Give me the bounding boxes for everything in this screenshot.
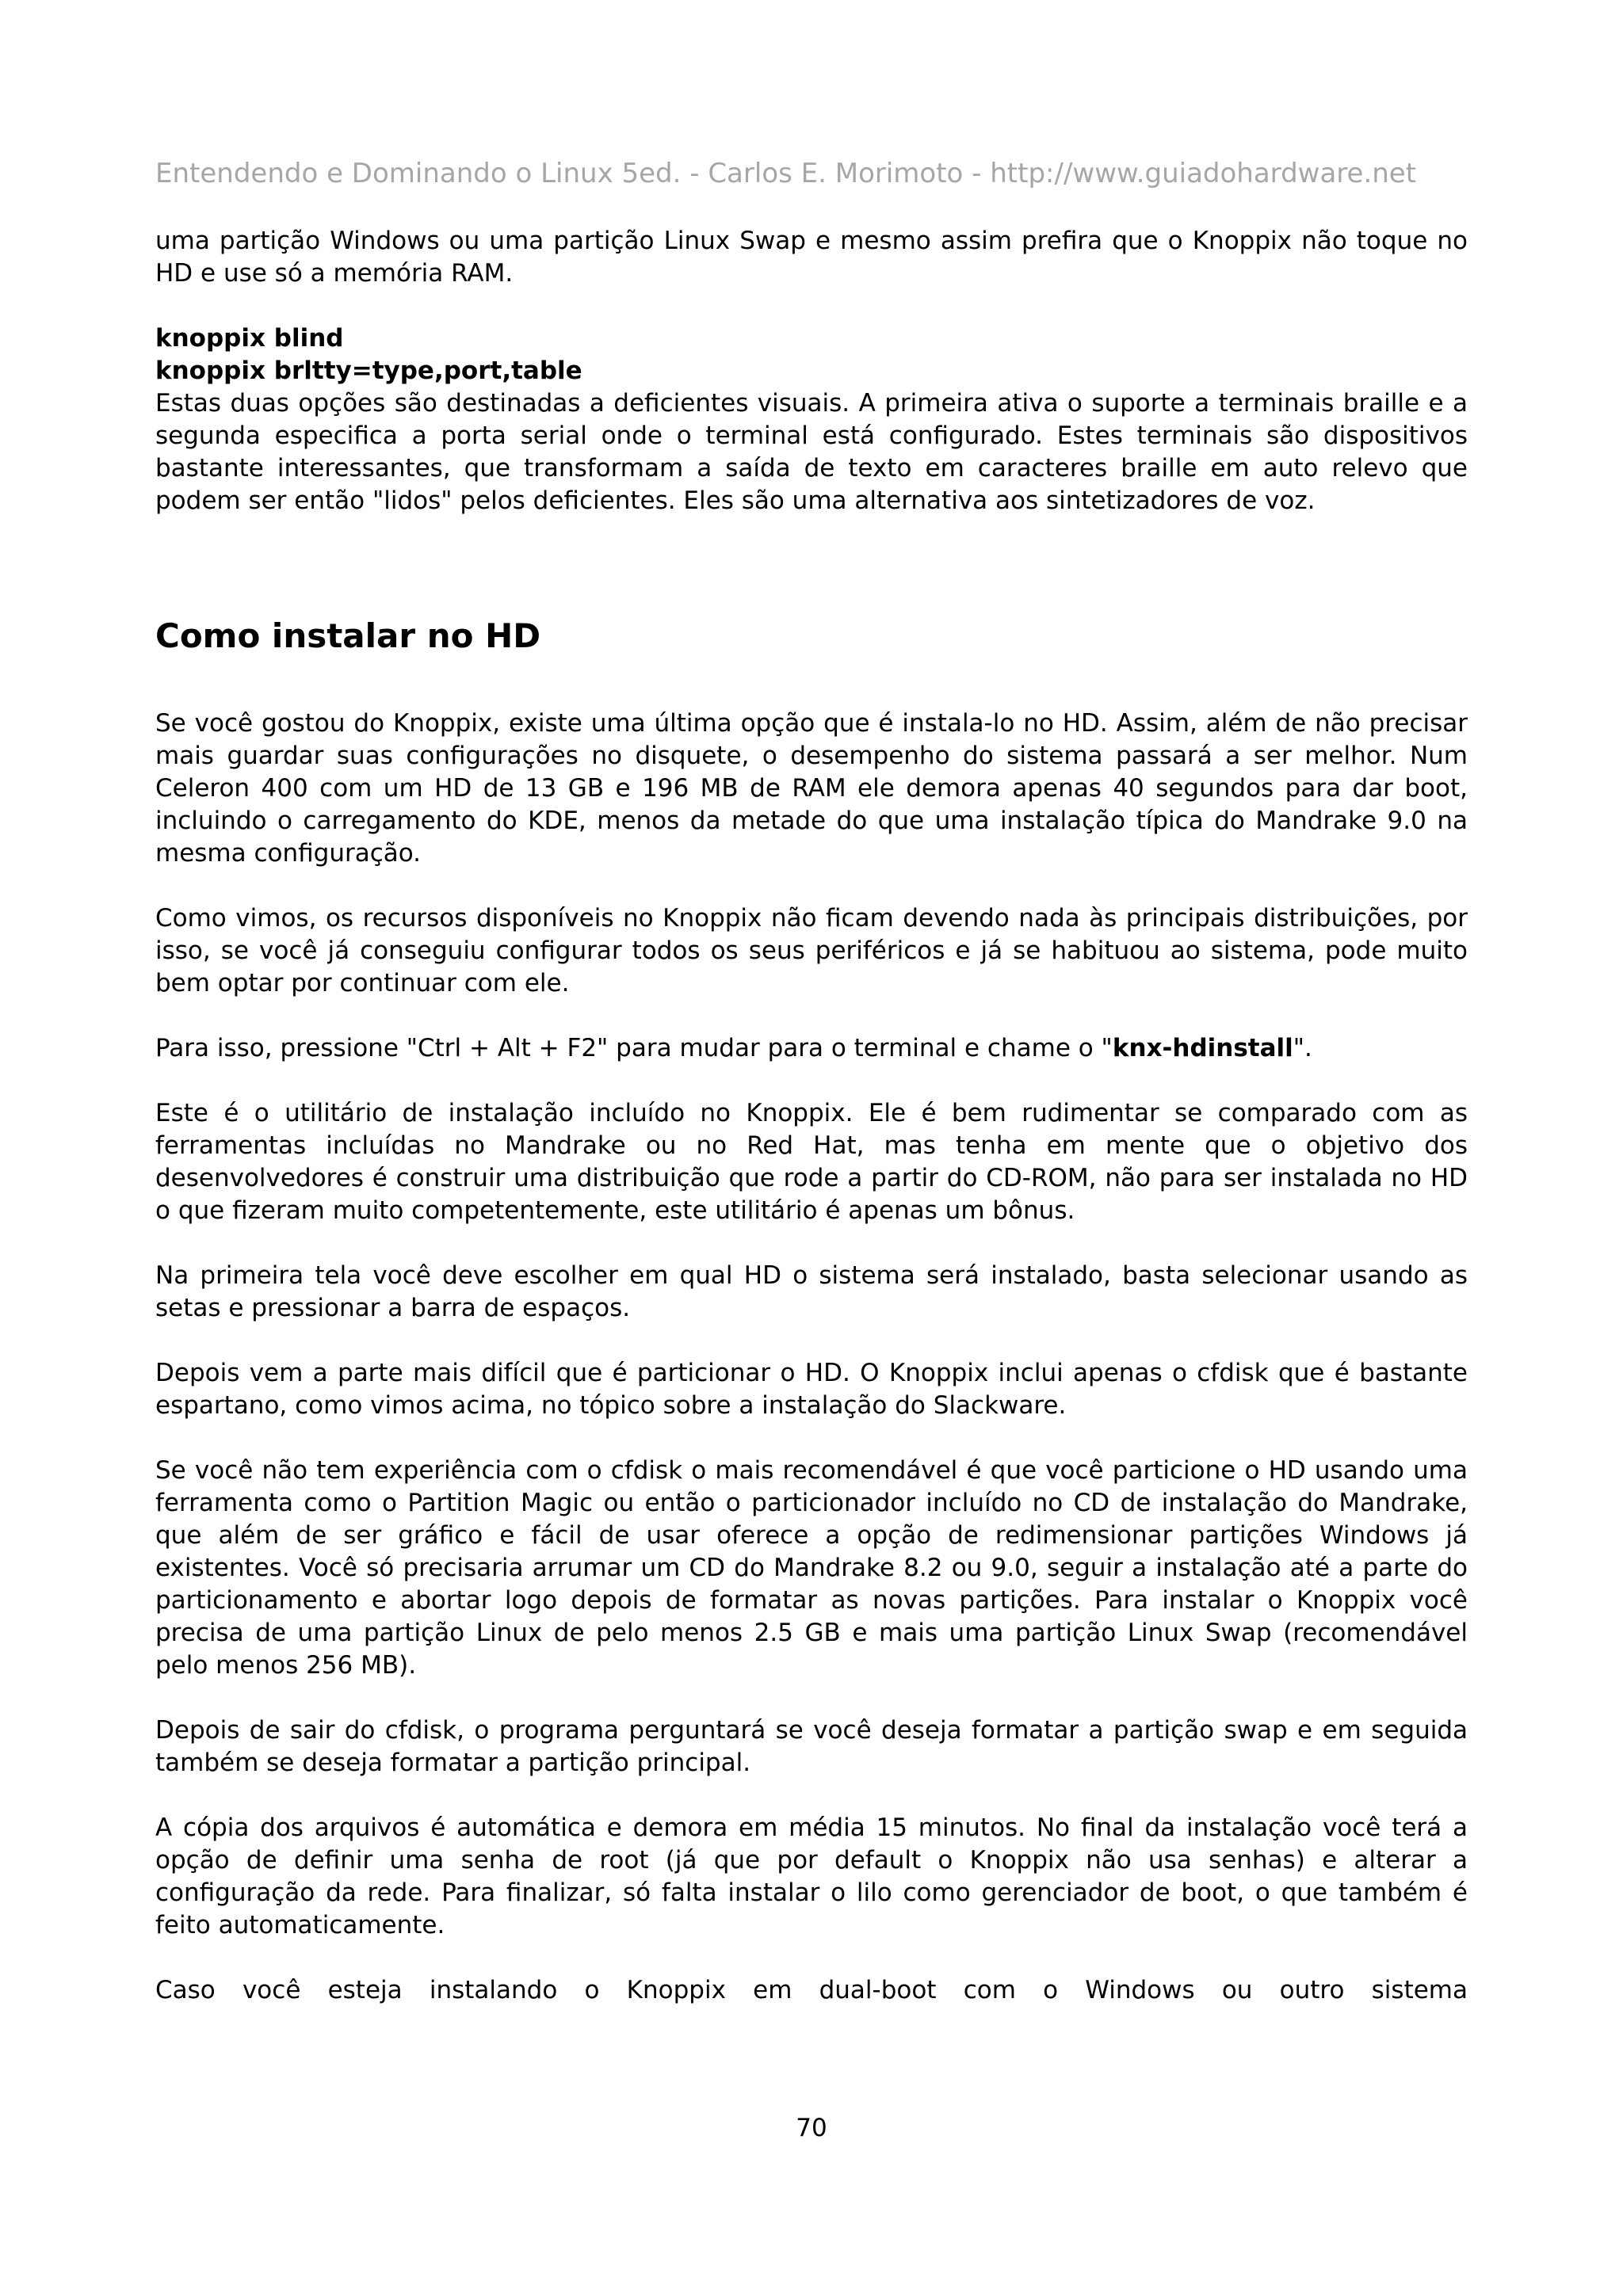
paragraph-3-text-after: ".	[1293, 1034, 1312, 1062]
page-number: 70	[796, 2114, 827, 2142]
body-paragraph-3	[155, 1032, 1468, 1065]
page-content	[155, 225, 1468, 2007]
body-paragraph-10: Caso você esteja instalando o Knoppix em dual-boot com o Windows ou outro sistema	[155, 1976, 1468, 2004]
boot-option-brltty: knoppix brltty=type,port,table	[155, 357, 582, 385]
intro-paragraph: uma partição Windows ou uma partição Linux Swap e mesmo assim prefira que o Knoppix não toque no HD e use só a memória RAM.	[155, 227, 1468, 288]
body-paragraph-7: Se você não tem experiência com o cfdisk o mais recomendável é que você particione o HD usando uma ferramenta como o Partition Magic ou então o particionador incluído no CD de instalação do Mandrake, que além de ser gráfico e fácil de usar oferece a opção de redimensionar partições Windows já existentes. Você só precisaria arrumar um CD do Mandrake 8.2 ou 9.0, seguir a instalação até a parte do particionamento e abortar logo depois de formatar as novas partições. Para instalar o Knoppix você precisa de uma partição Linux de pelo menos 2.5 GB e mais uma partição Linux Swap (recomendável pelo menos 256 MB).	[155, 1456, 1468, 1680]
body-paragraph-6: Depois vem a parte mais difícil que é particionar o HD. O Knoppix inclui apenas o cfdisk que é bastante espartano, como vimos acima, no tópico sobre a instalação do Slackware.	[155, 1359, 1468, 1420]
body-paragraph-2: Como vimos, os recursos disponíveis no Knoppix não ficam devendo nada às principais distribuições, por isso, se você já conseguiu configurar todos os seus periféricos e já se habituou ao sistema, pode muito bem optar por continuar com ele.	[155, 904, 1468, 997]
command-knx-hdinstall: knx-hdinstall	[1112, 1034, 1293, 1062]
running-header: Entendendo e Dominando o Linux 5ed. - Carlos E. Morimoto - http://www.guiadohardware.net	[155, 158, 1417, 189]
body-paragraph-5: Na primeira tela você deve escolher em qual HD o sistema será instalado, basta selecionar usando as setas e pressionar a barra de espaços.	[155, 1261, 1468, 1322]
paragraph-3-text-before: Para isso, pressione "Ctrl + Alt + F2" para mudar para o terminal e chame o "	[155, 1034, 1113, 1062]
section-title: Como instalar no HD	[155, 616, 541, 655]
body-paragraph-4: Este é o utilitário de instalação incluído no Knoppix. Ele é bem rudimentar se comparado com as ferramentas incluídas no Mandrake ou no Red Hat, mas tenha em mente que o objetivo dos desenvolvedores é construir uma distribuição que rode a partir do CD-ROM, não para ser instalada no HD o que fizeram muito competentemente, este utilitário é apenas um bônus.	[155, 1099, 1468, 1225]
boot-option-blind: knoppix blind	[155, 324, 344, 353]
boot-options-description: Estas duas opções são destinadas a deficientes visuais. A primeira ativa o suporte a terminais braille e a segunda especifica a porta serial onde o terminal está configurado. Estes terminais são dispositivos bastante interessantes, que transformam a saída de texto em caracteres braille em auto relevo que podem ser então "lidos" pelos deficientes. Eles são uma alternativa aos sintetizadores de voz.	[155, 389, 1468, 515]
body-paragraph-1: Se você gostou do Knoppix, existe uma última opção que é instala-lo no HD. Assim, além de não precisar mais guardar suas configurações no disquete, o desempenho do sistema passará a ser melhor. Num Celeron 400 com um HD de 13 GB e 196 MB de RAM ele demora apenas 40 segundos para dar boot, incluindo o carregamento do KDE, menos da metade do que uma instalação típica do Mandrake 9.0 na mesma configuração.	[155, 709, 1468, 868]
body-paragraph-9: A cópia dos arquivos é automática e demora em média 15 minutos. No final da instalação você terá a opção de definir uma senha de root (já que por default o Knoppix não usa senhas) e alterar a configuração da rede. Para finalizar, só falta instalar o lilo como gerenciador de boot, o que também é feito automaticamente.	[155, 1814, 1468, 1939]
body-paragraph-8: Depois de sair do cfdisk, o programa perguntará se você deseja formatar a partição swap e em seguida também se deseja formatar a partição principal.	[155, 1716, 1468, 1777]
